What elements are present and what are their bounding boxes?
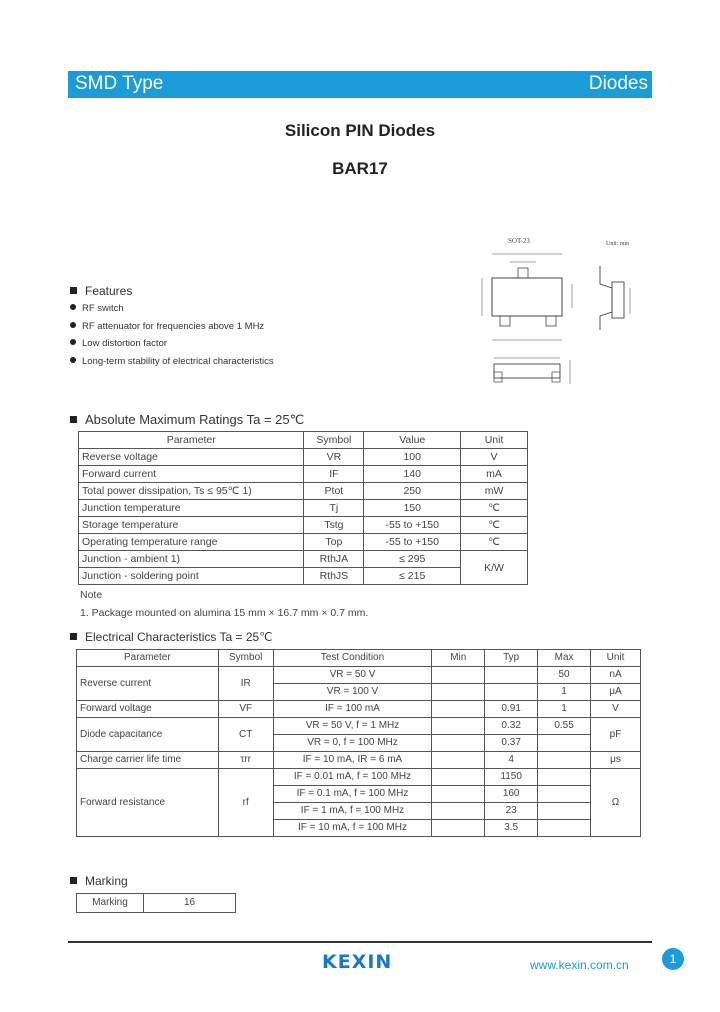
table-row [79,500,528,517]
part-number: BAR17 [332,159,388,178]
page-number: 1 [662,948,684,970]
condition-cell: IF = 1 mA, f = 100 MHz [273,803,432,820]
table-row [77,752,641,769]
unit-cell: K/W [461,551,528,585]
bullet-square-icon [70,877,77,884]
symbol-cell: RthJA [304,551,364,568]
param-cell: Forward current [79,466,304,483]
value-cell: -55 to +150 [364,517,461,534]
col-header: Symbol [218,650,273,667]
bullet-square-icon [70,416,77,423]
feature-item: Low distortion factor [70,337,274,355]
table-row [79,517,528,534]
table-row [77,667,641,684]
max-cell: 1 [538,684,591,701]
unit-cell: μA [591,684,641,701]
typ-cell: 160 [485,786,538,803]
feature-item: RF switch [70,302,274,320]
symbol-cell: IF [304,466,364,483]
col-header: Parameter [79,432,304,449]
value-cell: -55 to +150 [364,534,461,551]
col-header: Symbol [304,432,364,449]
condition-cell: IF = 10 mA, f = 100 MHz [273,820,432,837]
value-cell: 140 [364,466,461,483]
param-cell: Total power dissipation, Ts ≤ 95℃ 1) [79,483,304,500]
typ-cell: 0.32 [485,718,538,735]
symbol-cell: Ptot [304,483,364,500]
symbol-cell: VR [304,449,364,466]
typ-cell: 23 [485,803,538,820]
col-header: Unit [461,432,528,449]
bullet-square-icon [70,633,77,640]
col-header: Unit [591,650,641,667]
elec-table [76,649,641,837]
typ-cell: 0.91 [485,701,538,718]
elec-heading: Electrical Characteristics Ta = 25℃ [70,630,273,644]
unit-cell: mW [461,483,528,500]
package-label: SOT-23 [508,237,530,245]
col-header: Min [432,650,485,667]
unit-cell: mA [461,466,528,483]
marking-label-cell: Marking [77,894,144,913]
unit-cell: μs [591,752,641,769]
note-text: 1. Package mounted on alumina 15 mm × 16.7 mm × 0.7 mm. [80,607,369,619]
symbol-cell: Tstg [304,517,364,534]
abs-max-heading: Absolute Maximum Ratings Ta = 25℃ [70,412,304,428]
kexin-logo: KEXIN [322,951,393,973]
param-cell: Reverse voltage [79,449,304,466]
param-cell: Charge carrier life time [77,752,219,769]
param-cell: Junction - ambient 1) [79,551,304,568]
features-heading: Features [70,284,132,298]
value-cell: 150 [364,500,461,517]
note-title: Note [80,589,103,601]
param-cell: Junction temperature [79,500,304,517]
typ-cell: 0.37 [485,735,538,752]
symbol-cell: rf [218,769,273,837]
table-row [77,769,641,786]
unit-cell: Ω [591,769,641,837]
typ-cell: 4 [485,752,538,769]
value-cell: 100 [364,449,461,466]
value-cell: ≤ 215 [364,568,461,585]
col-header: Test Condition [273,650,432,667]
unit-cell: nA [591,667,641,684]
condition-cell: VR = 50 V, f = 1 MHz [273,718,432,735]
symbol-cell: τrr [218,752,273,769]
col-header: Typ [485,650,538,667]
typ-cell: 1150 [485,769,538,786]
param-cell: Forward resistance [77,769,219,837]
bullet-square-icon [70,287,77,294]
unit-label: Unit: mm [606,241,630,247]
table-row [79,568,528,585]
symbol-cell: CT [218,718,273,752]
table-row [77,701,641,718]
max-cell: 1 [538,701,591,718]
param-cell: Storage temperature [79,517,304,534]
condition-cell: VR = 50 V [273,667,432,684]
features-list [70,302,274,372]
symbol-cell: RthJS [304,568,364,585]
condition-cell: IF = 0.01 mA, f = 100 MHz [273,769,432,786]
package-drawing [470,232,650,412]
col-header: Max [538,650,591,667]
condition-cell: IF = 0.1 mA, f = 100 MHz [273,786,432,803]
param-cell: Diode capacitance [77,718,219,752]
table-row [77,718,641,735]
max-cell: 0.55 [538,718,591,735]
table-row [79,466,528,483]
unit-cell: pF [591,718,641,752]
condition-cell: IF = 10 mA, IR = 6 mA [273,752,432,769]
symbol-cell: IR [218,667,273,701]
table-header-row [79,432,528,449]
param-cell: Junction - soldering point [79,568,304,585]
website-link[interactable]: www.kexin.com.cn [530,958,629,972]
param-cell: Forward voltage [77,701,219,718]
symbol-cell: Tj [304,500,364,517]
feature-item: Long-term stability of electrical characteristics [70,355,274,373]
param-cell: Reverse current [77,667,219,701]
table-header-row [77,650,641,667]
footer-divider [68,941,652,943]
col-header: Parameter [77,650,219,667]
unit-cell: ℃ [461,534,528,551]
value-cell: ≤ 295 [364,551,461,568]
col-header: Value [364,432,461,449]
table-row [79,483,528,500]
header-type: SMD Type [75,73,164,94]
page-title: Silicon PIN Diodes [284,121,436,140]
symbol-cell: Top [304,534,364,551]
header-bar [68,71,652,98]
marking-table [76,893,236,913]
table-row [77,894,236,913]
unit-cell: V [591,701,641,718]
condition-cell: VR = 100 V [273,684,432,701]
table-row [79,551,528,568]
unit-cell: ℃ [461,500,528,517]
max-cell: 50 [538,667,591,684]
feature-item: RF attenuator for frequencies above 1 MHz [70,320,274,338]
marking-heading: Marking [70,874,128,888]
typ-cell: 3.5 [485,820,538,837]
param-cell: Operating temperature range [79,534,304,551]
condition-cell: IF = 100 mA [273,701,432,718]
value-cell: 250 [364,483,461,500]
abs-max-table [78,431,528,585]
unit-cell: V [461,449,528,466]
table-row [79,534,528,551]
marking-value-cell: 16 [144,894,236,913]
symbol-cell: VF [218,701,273,718]
unit-cell: ℃ [461,517,528,534]
condition-cell: VR = 0, f = 100 MHz [273,735,432,752]
header-category: Diodes [588,73,648,94]
table-row [79,449,528,466]
